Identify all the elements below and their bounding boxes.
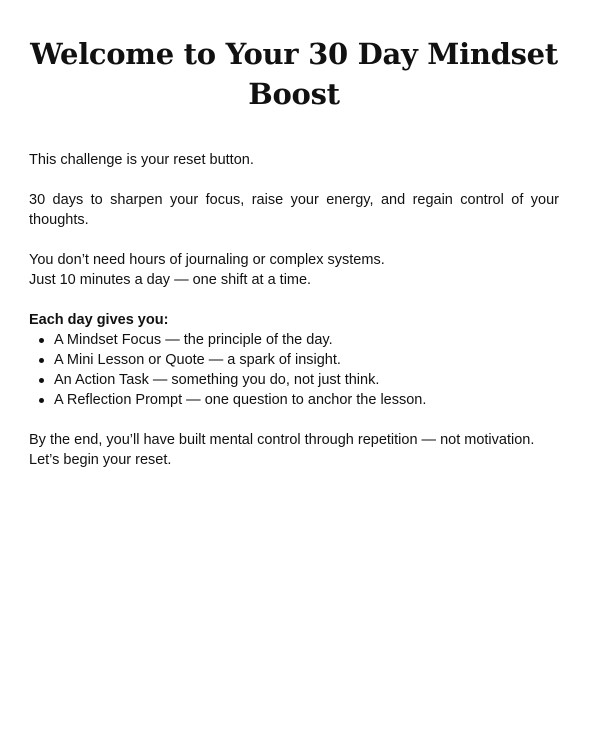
- paragraph-begin: Let’s begin your reset.: [29, 452, 172, 468]
- spacer: [29, 290, 559, 310]
- spacer: [29, 170, 559, 190]
- daily-items-list: [29, 330, 559, 410]
- document-page: [29, 34, 559, 470]
- paragraph-no-journaling: You don’t need hours of journaling or complex systems.: [29, 252, 385, 268]
- list-heading: Each day gives you:: [29, 312, 169, 328]
- list-item: An Action Task — something you do, not just think.: [54, 370, 559, 390]
- paragraph-reset: This challenge is your reset button.: [29, 152, 254, 168]
- spacer: [29, 410, 559, 430]
- intro-section: [29, 150, 559, 470]
- spacer: [29, 230, 559, 250]
- paragraph-closing: By the end, you’ll have built mental control through repetition — not motivation.: [29, 432, 535, 448]
- list-item: A Mindset Focus — the principle of the day.: [54, 330, 559, 350]
- paragraph-ten-minutes: Just 10 minutes a day — one shift at a time.: [29, 272, 312, 288]
- list-item: A Reflection Prompt — one question to anchor the lesson.: [54, 390, 559, 410]
- page-title: Welcome to Your 30 Day Mindset Boost: [30, 37, 558, 111]
- paragraph-30-days: 30 days to sharpen your focus, raise your energy, and regain control of your thoughts.: [29, 192, 559, 228]
- list-item: A Mini Lesson or Quote — a spark of insight.: [54, 350, 559, 370]
